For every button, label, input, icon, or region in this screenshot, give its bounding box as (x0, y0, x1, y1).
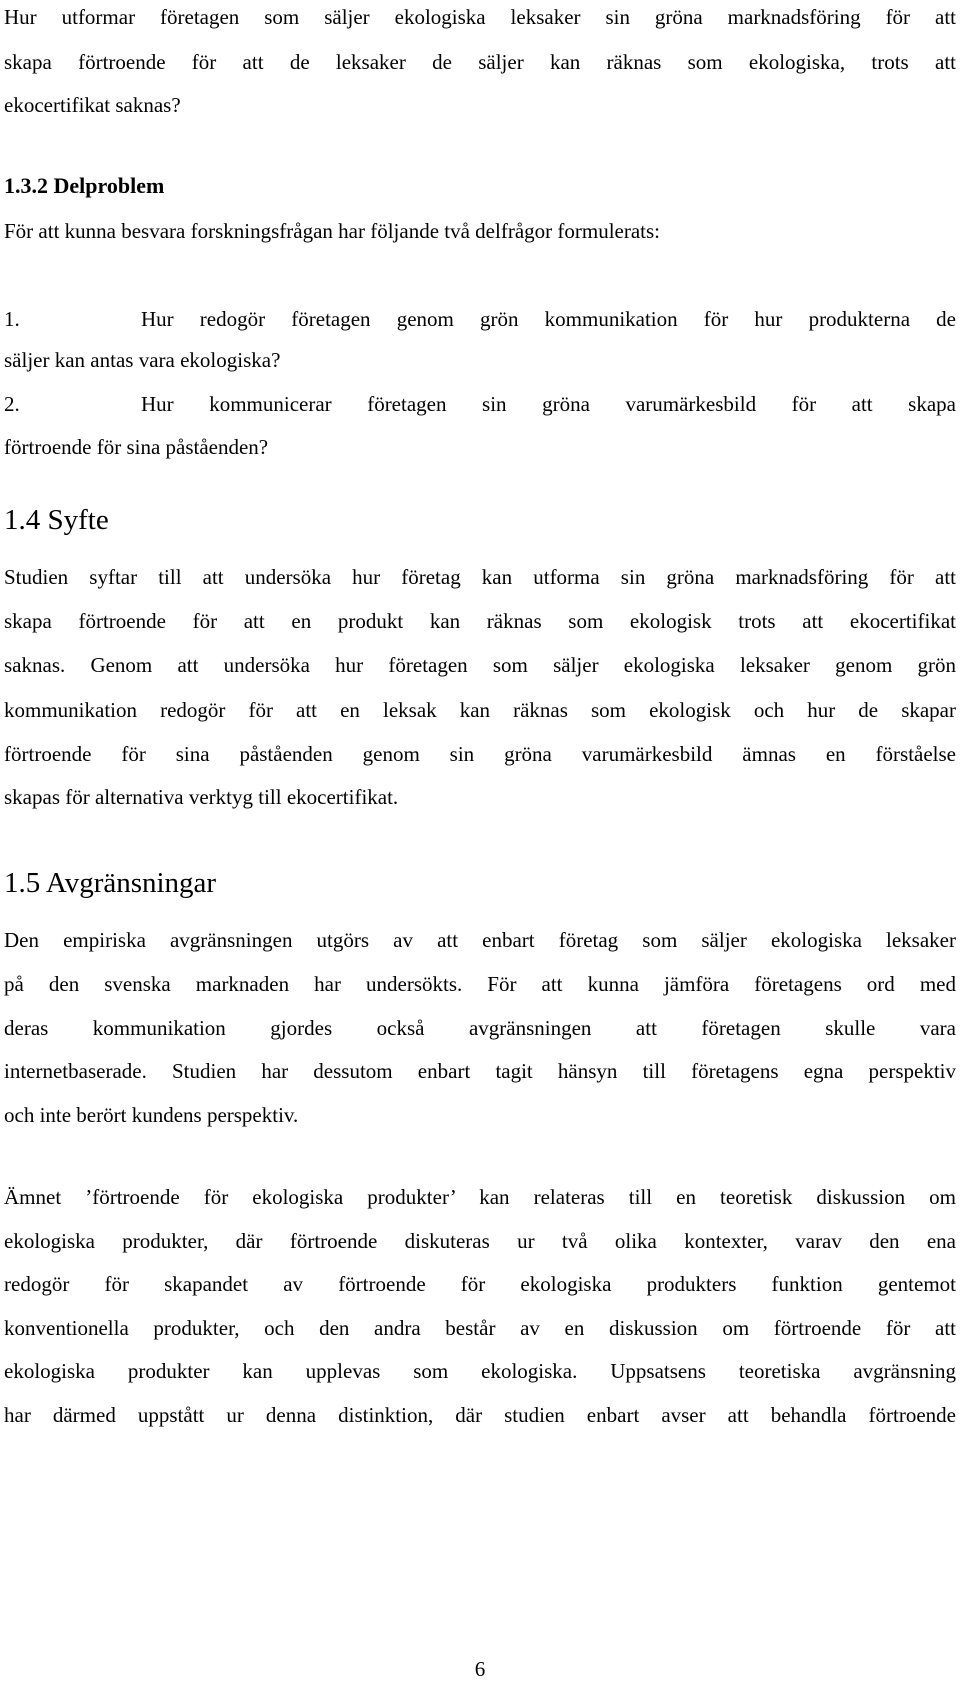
section-heading-1-4: 1.4 Syfte (4, 504, 109, 536)
avgransningar-line: konventionella produkter, och den andra består av en diskussion om förtroende för att (4, 1316, 956, 1340)
avgransningar-line: på den svenska marknaden har undersökts. För att kunna jämföra företagens ord med (4, 972, 956, 996)
question-number: 1. (4, 307, 20, 331)
syfte-line: skapas för alternativa verktyg till ekocertifikat. (4, 785, 399, 809)
question-item-2 (4, 390, 956, 418)
avgransningar-line: och inte berört kundens perspektiv. (4, 1103, 299, 1127)
question-number: 2. (4, 392, 20, 416)
question-item-2-cont: förtroende för sina påståenden? (4, 435, 269, 459)
section-heading-1-5: 1.5 Avgränsningar (4, 867, 217, 899)
question-item-1 (4, 305, 956, 333)
intro-line: skapa förtroende för att de leksaker de säljer kan räknas som ekologiska, trots att (4, 50, 956, 74)
section-heading-1-3-2: 1.3.2 Delproblem (4, 173, 165, 198)
page-number: 6 (474, 1657, 486, 1681)
avgransningar-line: ekologiska produkter kan upplevas som ekologiska. Uppsatsens teoretiska avgränsning (4, 1359, 956, 1383)
syfte-line: saknas. Genom att undersöka hur företagen som säljer ekologiska leksaker genom grön (4, 653, 956, 677)
avgransningar-line: har därmed uppstått ur denna distinktion, där studien enbart avser att behandla förtroende (4, 1403, 956, 1427)
section-1-3-2-intro: För att kunna besvara forskningsfrågan har följande två delfrågor formulerats: (4, 219, 661, 243)
avgransningar-line: Ämnet ’förtroende för ekologiska produkter’ kan relateras till en teoretisk diskussion om (4, 1185, 956, 1209)
syfte-line: skapa förtroende för att en produkt kan räknas som ekologisk trots att ekocertifikat (4, 609, 956, 633)
avgransningar-line: Den empiriska avgränsningen utgörs av att enbart företag som säljer ekologiska leksaker (4, 928, 956, 952)
avgransningar-line: redogör för skapandet av förtroende för ekologiska produkters funktion gentemot (4, 1272, 956, 1296)
avgransningar-line: internetbaserade. Studien har dessutom enbart tagit hänsyn till företagens egna perspektiv (4, 1059, 956, 1083)
question-text: Hur kommunicerar företagen sin gröna varumärkesbild för att skapa (141, 392, 956, 416)
intro-line: Hur utformar företagen som säljer ekologiska leksaker sin gröna marknadsföring för att (4, 5, 956, 29)
syfte-line: Studien syftar till att undersöka hur företag kan utforma sin gröna marknadsföring för att (4, 565, 956, 589)
syfte-line: förtroende för sina påståenden genom sin gröna varumärkesbild ämnas en förståelse (4, 742, 956, 766)
question-item-1-cont: säljer kan antas vara ekologiska? (4, 348, 281, 372)
avgransningar-line: deras kommunikation gjordes också avgränsningen att företagen skulle vara (4, 1016, 956, 1040)
avgransningar-line: ekologiska produkter, där förtroende diskuteras ur två olika kontexter, varav den ena (4, 1229, 956, 1253)
intro-line: ekocertifikat saknas? (4, 93, 181, 117)
syfte-line: kommunikation redogör för att en leksak kan räknas som ekologisk och hur de skapar (4, 698, 956, 722)
question-text: Hur redogör företagen genom grön kommunikation för hur produkterna de (141, 307, 956, 331)
